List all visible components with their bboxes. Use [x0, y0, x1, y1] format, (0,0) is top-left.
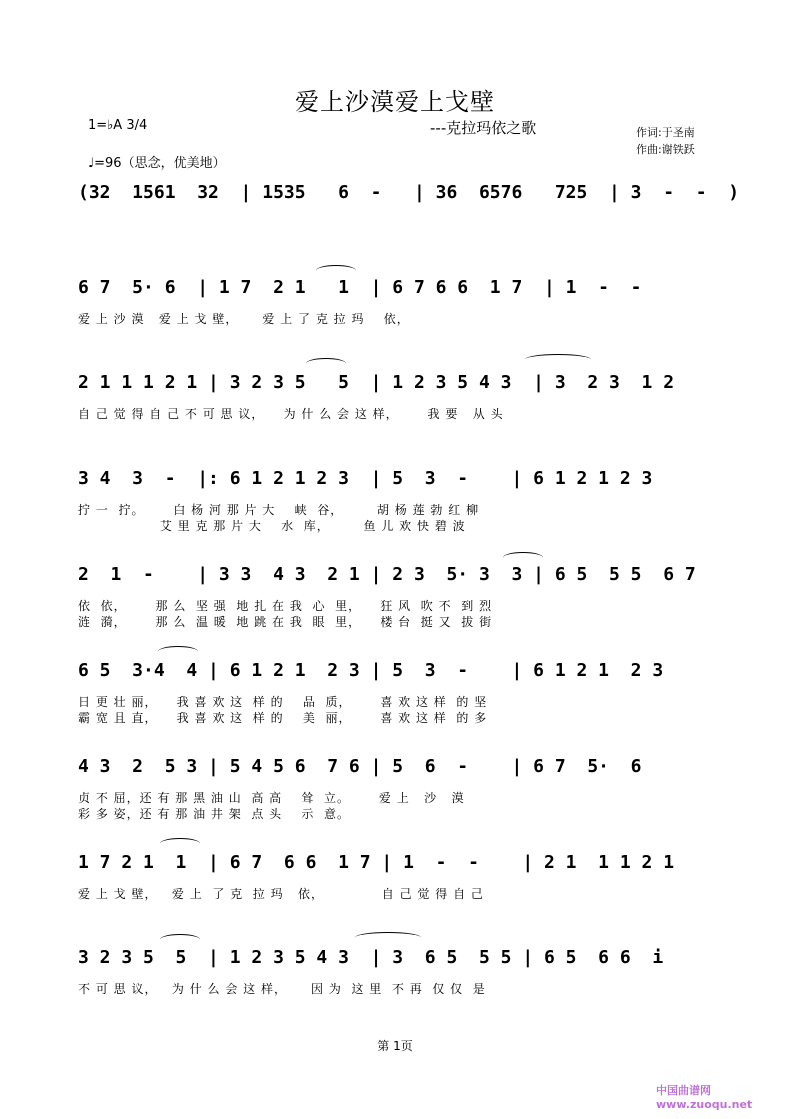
- lyrics-line: 不 可 思 议， 为 什 么 会 这 样， 因 为 这 里 不 再 仅 仅 是: [78, 982, 486, 996]
- staff-row-4: [78, 466, 740, 534]
- lyrics-line: 贞 不 屈，还 有 那 黑 油 山 高 高 耸 立。 爱 上 沙 漠: [78, 791, 465, 805]
- composer: 作曲:谢铁跃: [636, 143, 695, 156]
- tie-arc: [158, 646, 198, 657]
- lyrics-line: 日 更 壮 丽， 我 喜 欢 这 样 的 品 质， 喜 欢 这 样 的 坚: [78, 695, 488, 709]
- lyrics-line: 涟 漪， 那 么 温 暖 地 跳 在 我 眼 里， 楼 台 挺 又 拔 街: [78, 615, 493, 629]
- notation: 6 7 5· 6 | 1 7 2 1 1 | 6 7 6 6 1 7 | 1 - -: [78, 277, 642, 298]
- staff-row-1: [78, 180, 740, 206]
- tie-arc: [355, 932, 421, 943]
- lyrics-line: 依 依， 那 么 坚 强 地 扎 在 我 心 里， 狂 风 吹 不 到 烈: [78, 599, 493, 613]
- key-signature: 1=♭A 3/4: [88, 118, 148, 133]
- notation: 3 2 3 5 5 | 1 2 3 5 4 3 | 3 6 5 5 5 | 6 5 6 6 i: [78, 947, 664, 968]
- notation: 4 3 2 5 3 | 5 4 5 6 7 6 | 5 6 - | 6 7 5· 6: [78, 756, 642, 777]
- lyrics-line: 彩 多 姿，还 有 那 油 井 架 点 头 示 意。: [78, 807, 351, 821]
- staff-row-5: [78, 562, 740, 630]
- notation: 6 5 3·4 4 | 6 1 2 1 2 3 | 5 3 - | 6 1 2 1 2 3: [78, 660, 664, 681]
- staff-row-7: [78, 754, 740, 822]
- notation: 1 7 2 1 1 | 6 7 6 6 1 7 | 1 - - | 2 1 1 1 2 1: [78, 852, 675, 873]
- lyrics-line: 自 己 觉 得 自 己 不 可 思 议， 为 什 么 会 这 样， 我 要 从 头: [78, 407, 504, 421]
- lyrics-line: 拧 一 拧。 白 杨 河 那 片 大 峡 谷， 胡 杨 莲 勃 红 柳: [78, 503, 480, 517]
- page-number: 第 1页: [377, 1039, 413, 1053]
- lyrics-line: 爱 上 戈 壁， 爱 上 了 克 拉 玛 依， 自 己 觉 得 自 己: [78, 887, 484, 901]
- lyrics-line: 艾 里 克 那 片 大 水 库， 鱼 儿 欢 快 碧 波: [78, 519, 466, 533]
- watermark-logo: 中国曲谱网 www.zuoqu.net: [656, 1084, 753, 1111]
- tie-arc: [503, 552, 543, 563]
- notation: (32 1561 32 | 1535 6 - | 36 6576 725 | 3 - - ): [78, 182, 740, 203]
- staff-row-8: [78, 850, 740, 902]
- staff-row-2: [78, 275, 740, 327]
- song-subtitle: ---克拉玛依之歌: [430, 119, 537, 137]
- song-title: 爱上沙漠爱上戈壁: [295, 88, 495, 116]
- tie-arc: [306, 358, 346, 369]
- tie-arc: [160, 838, 200, 849]
- lyrics-line: 霸 宽 且 直， 我 喜 欢 这 样 的 美 丽， 喜 欢 这 样 的 多: [78, 711, 488, 725]
- tie-arc: [525, 354, 591, 365]
- staff-row-6: [78, 658, 740, 726]
- credits: [636, 124, 695, 158]
- tempo-marking: ♩=96（思念，优美地）: [88, 156, 226, 171]
- notation: 2 1 1 1 2 1 | 3 2 3 5 5 | 1 2 3 5 4 3 | 3 2 3 1 2: [78, 372, 675, 393]
- tie-arc: [316, 265, 356, 276]
- tie-arc: [160, 934, 200, 945]
- lyrics-line: 爱 上 沙 漠 爱 上 戈 壁， 爱 上 了 克 拉 玛 依，: [78, 312, 410, 326]
- notation: 3 4 3 - |: 6 1 2 1 2 3 | 5 3 - | 6 1 2 1 2 3: [78, 468, 653, 489]
- lyricist: 作词:于圣南: [636, 126, 695, 139]
- notation: 2 1 - | 3 3 4 3 2 1 | 2 3 5· 3 3 | 6 5 5 5 6 7: [78, 564, 696, 585]
- staff-row-9: [78, 945, 740, 997]
- staff-row-3: [78, 370, 740, 422]
